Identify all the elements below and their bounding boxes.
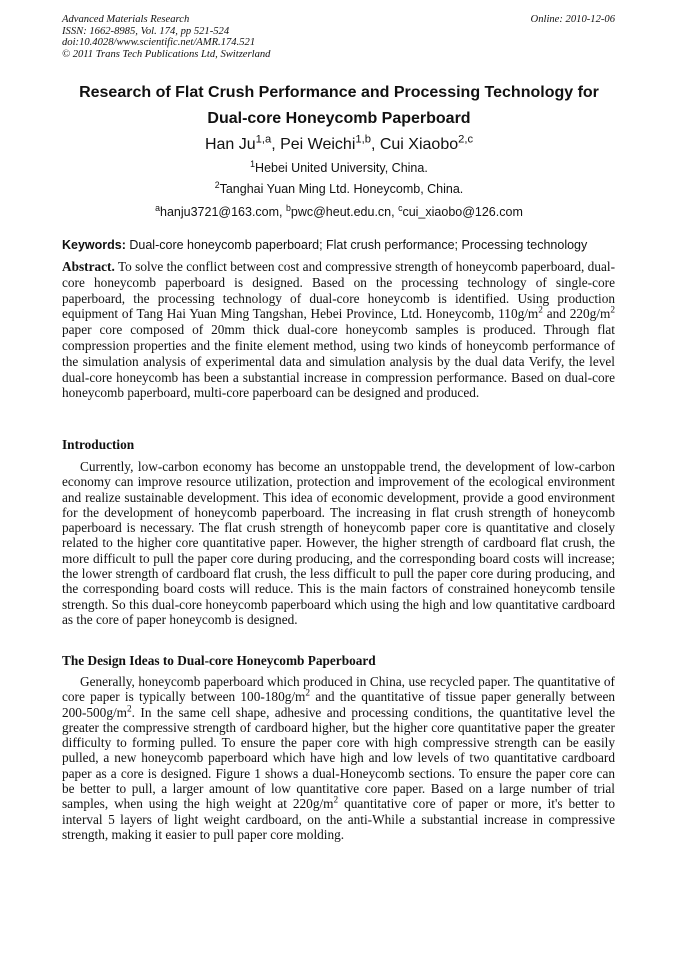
title-line-1: Research of Flat Crush Performance and Processing Technology for — [79, 84, 599, 101]
keywords-text: Dual-core honeycomb paperboard; Flat crush performance; Processing technology — [125, 238, 588, 252]
text: and the quantitative of tissue paper generally between 200-500g/m — [62, 689, 616, 720]
author-sup: 1,a — [255, 133, 272, 146]
keywords — [62, 237, 622, 253]
design-section — [62, 653, 615, 842]
affiliation-1 — [40, 160, 638, 176]
aff-text: Tanghai Yuan Ming Ltd. Honeycomb, China. — [219, 182, 464, 196]
email: cui_xiaobo@126.com — [402, 205, 523, 219]
email: hanju3721@163.com, — [160, 205, 286, 219]
online-date: Online: 2010-12-06 — [530, 14, 615, 25]
text: Generally, honeycomb paperboard which produced in China, use recycled paper. The quantitative of core paper is typically between 100-180g/m — [62, 674, 615, 705]
abstract-label: Abstract. — [62, 259, 115, 274]
keywords-label: Keywords: — [62, 238, 126, 252]
abstract-text: paper core composed of 20mm thick dual-core honeycomb samples is produced. Through flat compression properties and the finite element method, using two kinds of honeycomb performance of the simulation analysis of experimental data and simulation analysis by the dual data Verify, the level dual-core honeycomb has been a substantial increase in compression performance. Based on dual-core honeycomb paperboard, multi-core paperboard can be designed and produced. — [62, 322, 615, 401]
abstract — [62, 259, 615, 401]
aff-text: Hebei United University, China. — [255, 161, 428, 175]
superscript: 2 — [333, 795, 339, 806]
section-heading: The Design Ideas to Dual-core Honeycomb Paperboard — [62, 653, 376, 668]
abstract-text: and 220g/m — [542, 306, 611, 322]
paragraph — [62, 674, 615, 842]
superscript: 2 — [538, 305, 543, 316]
text: . In the same cell shape, adhesive and processing conditions, the quantitative level the greater the compressive strength of cardboard higher, but the higher core quantitative paper the greater difficulty to forming pulled. To ensure the paper core with high compressive strength can be easily pulled, a new honeycomb paperboard which have high and low levels of two quantitative cardboard paper as a core is designed. Figure 1 shows a dual-Honeycomb sections. To ensure the paper core can be better to pull, a larger amount of low quantitative core paper. Based on a large number of trial samples, when using the high weight at 220g/m — [62, 704, 615, 812]
aff-sup: 1 — [250, 158, 256, 169]
author-name: , Cui Xiaobo — [370, 136, 459, 153]
emails — [40, 204, 638, 220]
email: pwc@heut.edu.cn, — [290, 205, 399, 219]
author-name: Han Ju — [204, 136, 256, 153]
doi: doi:10.4028/www.scientific.net/AMR.174.521 — [62, 37, 256, 49]
author-sup: 1,b — [355, 133, 371, 146]
author-name: , Pei Weichi — [271, 136, 356, 153]
email-sup: c — [398, 202, 403, 213]
journal-header — [62, 14, 615, 60]
superscript: 2 — [127, 704, 132, 715]
paper-title — [40, 80, 638, 132]
email-sup: b — [286, 202, 291, 213]
title-line-2: Dual-core Honeycomb Paperboard — [207, 110, 471, 127]
copyright: © 2011 Trans Tech Publications Ltd, Switzerland — [62, 48, 271, 60]
aff-sup: 2 — [214, 179, 220, 190]
section-heading: Introduction — [62, 437, 135, 452]
superscript: 2 — [610, 305, 615, 316]
text: quantitative core of paper or more, it's better to interval 5 layers of light weight cardboard, on the anti-While a substantial increase in compressive strength, making it easier to pull paper core molding. — [62, 796, 615, 842]
journal-name: Advanced Materials Research — [62, 14, 190, 25]
abstract-text: To solve the conflict between cost and compressive strength of honeycomb paperboard, dual-core honeycomb paperboard is designed. Based on the processing technology of single-core paperboard, the processing technology of dual-core honeycomb is identified. Using production equipment of Tang Hai Yuan Ming Tangshan, Hebei Province, Ltd. Honeycomb, 110g/m — [62, 259, 615, 322]
paragraph: Currently, low-carbon economy has become an unstoppable trend, the development of low-carbon economy can improve resource utilization, protection and improvement of the ecological environment and realize sustainable development. This idea of economic development, provide a good environment for the development of honeycomb paperboard. The increasing in flat crush strength of honeycomb paperboard is necessary. The flat crush strength of honeycomb paper core is quantitative and closely related to the higher core quantitative paper. However, the higher strength of cardboard flat crush, the more difficult to pull the paper core during producing, and the corresponding board costs will increase; the lower strength of cardboard flat crush, the less difficult to pull the paper core during producing, and the corresponding board costs will reduce. This is the main factors of constrained honeycomb tensile strength. So this dual-core honeycomb paperboard which using the high and low quantitative cardboard as the core of paper honeycomb is designed. — [62, 459, 615, 627]
issn: ISSN: 1662-8985, Vol. 174, pp 521-524 — [62, 25, 230, 37]
superscript: 2 — [305, 688, 311, 699]
email-sup: a — [155, 202, 161, 213]
affiliation-2 — [40, 181, 638, 197]
authors — [40, 135, 638, 155]
introduction-section — [62, 437, 615, 627]
author-sup: 2,c — [458, 133, 474, 146]
